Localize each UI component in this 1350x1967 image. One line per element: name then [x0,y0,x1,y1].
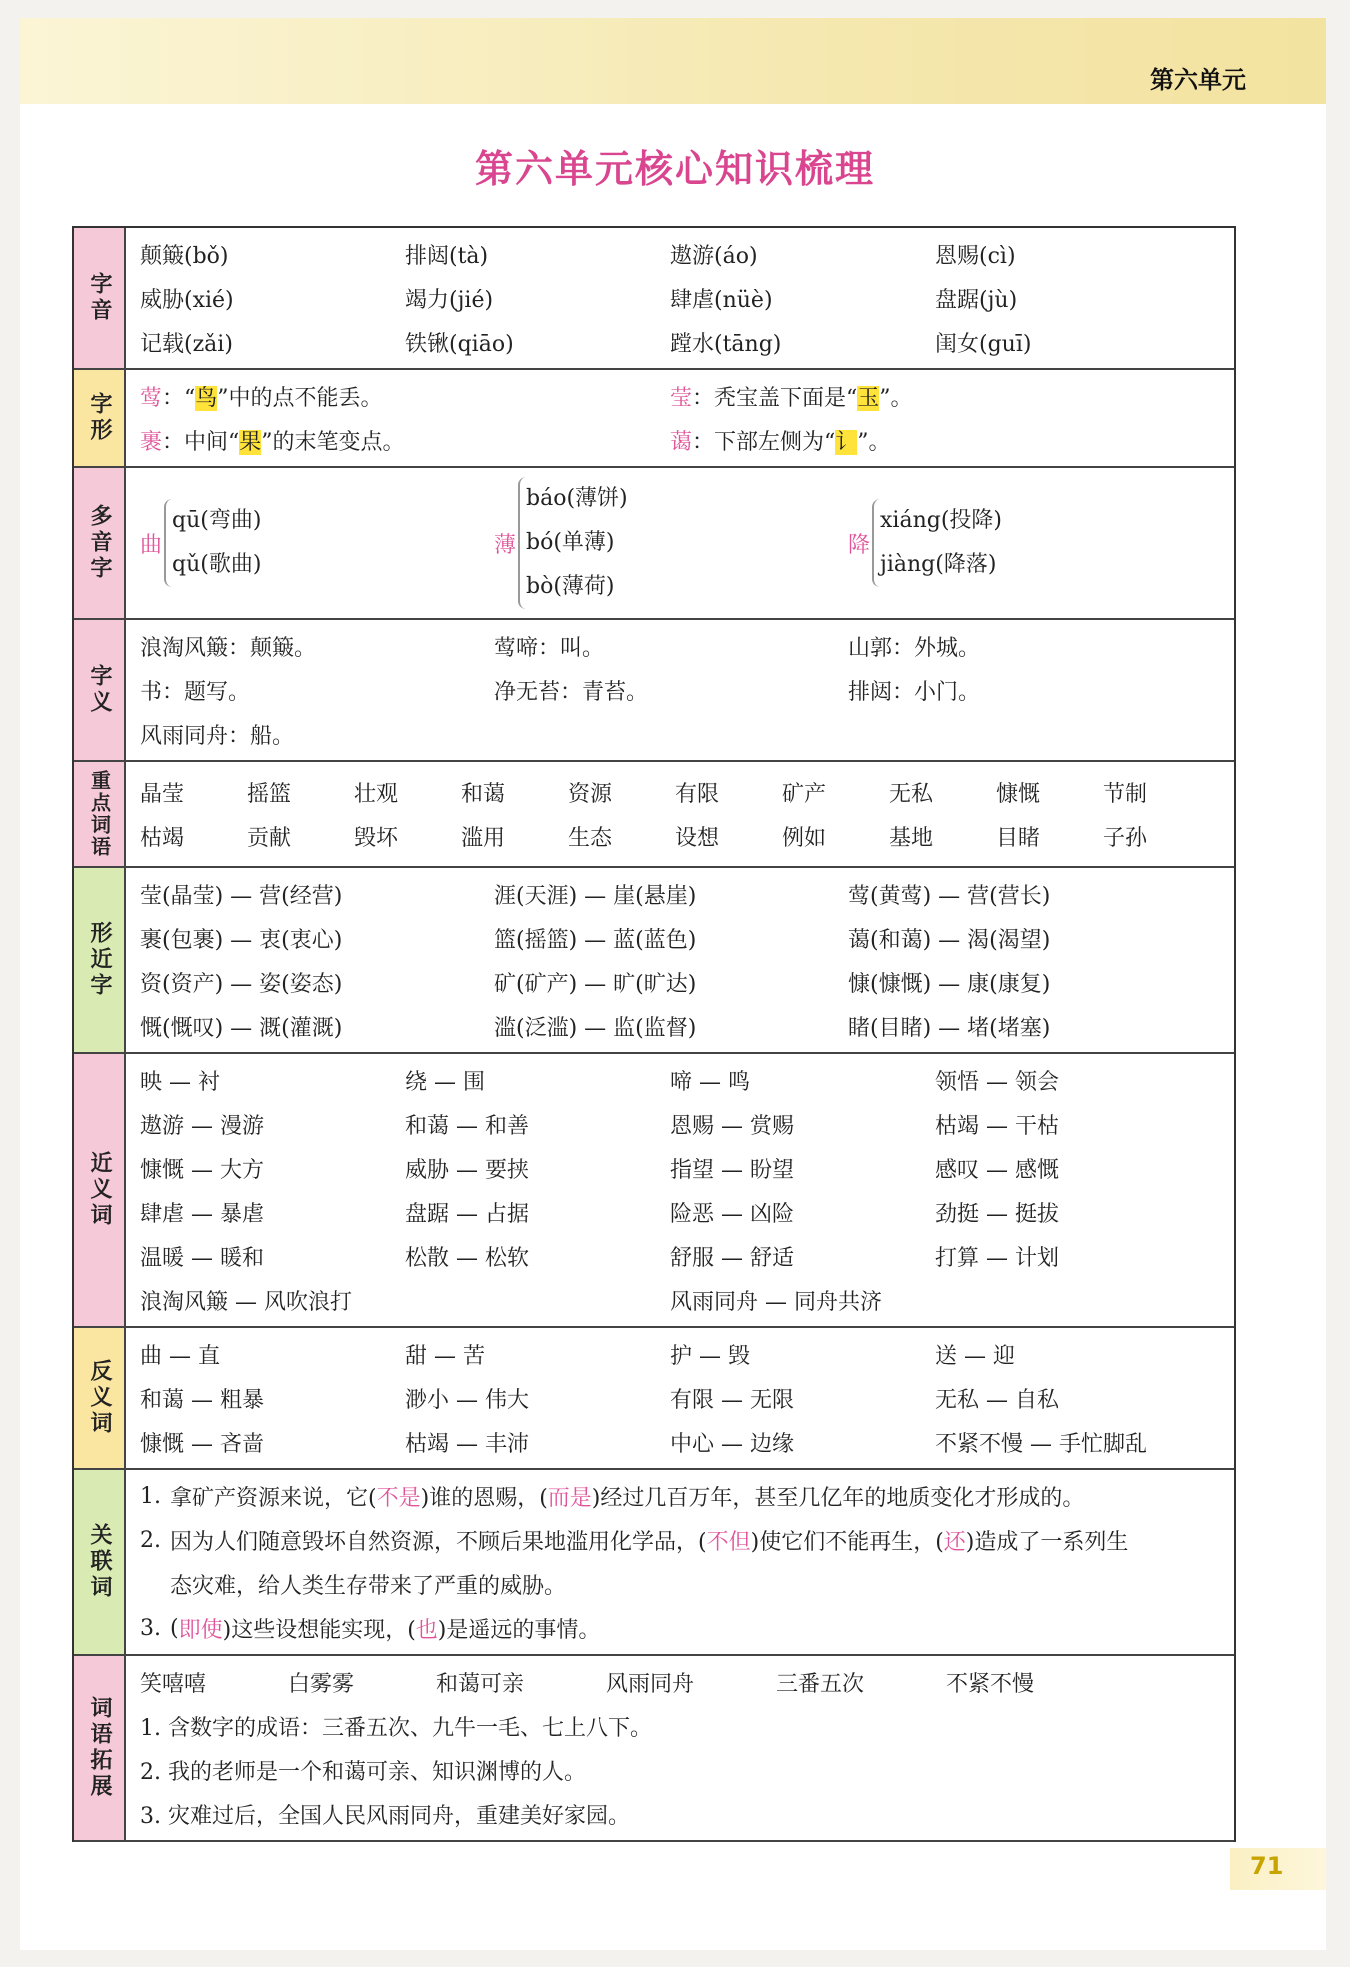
word: 例如 [782,825,827,851]
section-label: 多音字 [74,468,126,618]
section-zi-xing [74,370,1234,468]
word: 子孙 [1103,825,1148,851]
word: 节制 [1103,781,1148,807]
antonym-pair: 和蔼 — 粗暴 [140,1387,264,1413]
meaning-item: 莺啼：叫。 [494,635,605,661]
antonym-pair: 送 — 迎 [935,1343,1015,1369]
pinyin-item: 恩赐(cì) [935,243,1016,269]
section-zi-yin [74,228,1234,370]
word: 壮观 [354,781,399,807]
fan-yi-content [126,1328,1234,1468]
conjunction-sentence: 3. ( 即使 )这些设想能实现，( 也 )是遥远的事情。 [140,1615,601,1643]
expansion-line: 3. 灾难过后，全国人民风雨同舟，重建美好家园。 [140,1803,630,1829]
similar-pair: 莺(黄莺) — 营(营长) [848,883,1051,909]
pinyin-item: 蹚水(tāng) [670,331,782,357]
section-label: 关联词 [74,1470,126,1654]
conjunction-sentence: 2. 因为人们随意毁坏自然资源，不顾后果地滥用化学品，( 不但 )使它们不能再生，( 还 )造成了一系列生 [140,1527,1129,1555]
meaning-item: 书：题写。 [140,679,251,705]
synonym-pair: 映 — 衬 [140,1069,220,1095]
pinyin-item: 威胁(xié) [140,287,234,313]
ci-yu-content [126,762,1234,866]
antonym-pair: 甜 — 苦 [405,1343,485,1369]
section-label: 近义词 [74,1054,126,1326]
polyphone-group: 薄 báo(薄饼) bó(单薄) bò(薄荷) [494,468,848,618]
similar-pair: 裹(包裹) — 衷(衷心) [140,927,343,953]
word: 晶莹 [140,781,185,807]
unit-label: 第六单元 [1150,66,1246,94]
page-number: 71 [1250,1852,1284,1880]
word: 摇篮 [247,781,292,807]
synonym-pair: 肆虐 — 暴虐 [140,1201,264,1227]
word: 设想 [675,825,720,851]
glyph-note: 莺：“鸟”中的点不能丢。 [140,385,383,411]
zi-xing-row [140,374,1222,418]
antonym-pair: 中心 — 边缘 [670,1431,794,1457]
section-zi-yi [74,620,1234,762]
section-label: 形近字 [74,868,126,1052]
pinyin-item: 记载(zǎi) [140,331,233,357]
synonym-pair: 和蔼 — 和善 [405,1113,529,1139]
meaning-item: 浪淘风簸：颠簸。 [140,635,317,661]
similar-pair: 慨(慨叹) — 溉(灌溉) [140,1015,343,1041]
synonym-pair: 威胁 — 要挟 [405,1157,529,1183]
glyph-note: 莹：秃宝盖下面是“玉”。 [670,385,913,411]
antonym-pair: 慷慨 — 吝啬 [140,1431,264,1457]
word: 不紧不慢 [946,1671,1035,1697]
zi-xing-content [126,370,1234,466]
synonym-pair: 盘踞 — 占据 [405,1201,529,1227]
synonym-pair: 领悟 — 领会 [935,1069,1059,1095]
zi-yin-row [140,232,1222,276]
pinyin-item: 竭力(jié) [405,287,494,313]
zi-xing-row [140,418,1222,462]
section-duo-yin [74,468,1234,620]
antonym-pair: 不紧不慢 — 手忙脚乱 [935,1431,1147,1457]
polyphone-group: 曲 qū(弯曲) qǔ(歌曲) [140,468,494,618]
word: 目睹 [996,825,1041,851]
synonym-pair: 劲挺 — 挺拔 [935,1201,1059,1227]
conjunction-sentence: 1. 拿矿产资源来说，它( 不是 )谁的恩赐，( 而是 )经过几百万年，甚至几亿年的地质变化才形成的。 [140,1483,1085,1511]
synonym-pair: 感叹 — 感慨 [935,1157,1059,1183]
section-tuo-zhan [74,1656,1234,1842]
similar-pair: 篮(摇篮) — 蓝(蓝色) [494,927,697,953]
zi-yin-row [140,320,1222,364]
section-fan-yi [74,1328,1234,1470]
expansion-line: 1. 含数字的成语：三番五次、九牛一毛、七上八下。 [140,1715,652,1741]
synonym-pair: 打算 — 计划 [935,1245,1059,1271]
meaning-item: 风雨同舟：船。 [140,723,295,749]
word: 基地 [889,825,934,851]
synonym-pair: 舒服 — 舒适 [670,1245,794,1271]
page-title: 第六单元核心知识梳理 [474,147,875,191]
antonym-pair: 枯竭 — 丰沛 [405,1431,529,1457]
section-label: 重点词语 [74,762,126,866]
knowledge-table [72,226,1236,1842]
expansion-line: 2. 我的老师是一个和蔼可亲、知识渊博的人。 [140,1759,586,1785]
word: 慷慨 [996,781,1041,807]
section-label: 反义词 [74,1328,126,1468]
polyphone-group: 降 xiáng(投降) jiàng(降落) [848,468,1002,618]
word: 和蔼 [461,781,506,807]
similar-pair: 矿(矿产) — 旷(旷达) [494,971,697,997]
antonym-pair: 有限 — 无限 [670,1387,794,1413]
word: 笑嘻嘻 [140,1671,207,1697]
zi-yi-content [126,620,1234,760]
pinyin-item: 铁锹(qiāo) [405,331,514,357]
antonym-pair: 无私 — 自私 [935,1387,1059,1413]
section-guan-lian [74,1470,1234,1656]
synonym-pair: 遨游 — 漫游 [140,1113,264,1139]
pinyin-item: 颠簸(bǒ) [140,243,229,269]
xing-jin-content [126,868,1234,1052]
word: 和蔼可亲 [436,1671,525,1697]
synonym-pair: 啼 — 鸣 [670,1069,750,1095]
word: 毁坏 [354,825,399,851]
glyph-note: 蔼：下部左侧为“讠”。 [670,429,891,455]
similar-pair: 涯(天涯) — 崖(悬崖) [494,883,697,909]
meaning-item: 净无苔：青苔。 [494,679,649,705]
pinyin-item: 遨游(áo) [670,243,758,269]
word: 三番五次 [776,1671,865,1697]
synonym-pair: 恩赐 — 赏赐 [670,1113,794,1139]
antonym-pair: 护 — 毁 [670,1343,750,1369]
section-label: 字音 [74,228,126,368]
jin-yi-content [126,1054,1234,1326]
section-label: 字义 [74,620,126,760]
section-xing-jin [74,868,1234,1054]
tuo-zhan-content [126,1656,1234,1840]
antonym-pair: 渺小 — 伟大 [405,1387,529,1413]
word: 滥用 [461,825,506,851]
synonym-pair: 温暖 — 暖和 [140,1245,264,1271]
pinyin-item: 盘踞(jù) [935,287,1018,313]
word: 风雨同舟 [606,1671,695,1697]
synonym-pair: 松散 — 松软 [405,1245,529,1271]
synonym-pair: 绕 — 围 [405,1069,485,1095]
word: 白雾雾 [288,1671,355,1697]
similar-pair: 资(资产) — 姿(姿态) [140,971,343,997]
word: 生态 [568,825,613,851]
antonym-pair: 曲 — 直 [140,1343,220,1369]
word: 枯竭 [140,825,185,851]
meaning-item: 山郭：外城。 [848,635,981,661]
pinyin-item: 排闼(tà) [405,243,489,269]
word: 矿产 [782,781,827,807]
glyph-note: 裹：中间“果”的末笔变点。 [140,429,405,455]
section-jin-yi [74,1054,1234,1328]
section-ci-yu [74,762,1234,868]
duo-yin-content [126,468,1234,618]
pinyin-item: 闺女(guī) [935,331,1032,357]
section-label: 字形 [74,370,126,466]
word: 贡献 [247,825,292,851]
similar-pair: 慷(慷慨) — 康(康复) [848,971,1051,997]
similar-pair: 蔼(和蔼) — 渴(渴望) [848,927,1051,953]
synonym-pair: 浪淘风簸 — 风吹浪打 [140,1289,352,1315]
conjunction-sentence-cont: 态灾难，给人类生存带来了严重的威胁。 [170,1573,567,1599]
synonym-pair: 风雨同舟 — 同舟共济 [670,1289,882,1315]
word: 有限 [675,781,720,807]
meaning-item: 排闼：小门。 [848,679,981,705]
header-band [20,18,1326,104]
similar-pair: 莹(晶莹) — 营(经营) [140,883,343,909]
guan-lian-content [126,1470,1234,1654]
word: 资源 [568,781,613,807]
synonym-pair: 慷慨 — 大方 [140,1157,264,1183]
word: 无私 [889,781,934,807]
synonym-pair: 险恶 — 凶险 [670,1201,794,1227]
zi-yin-content [126,228,1234,368]
zi-yin-row [140,276,1222,320]
synonym-pair: 指望 — 盼望 [670,1157,794,1183]
similar-pair: 睹(目睹) — 堵(堵塞) [848,1015,1051,1041]
pinyin-item: 肆虐(nüè) [670,287,773,313]
similar-pair: 滥(泛滥) — 监(监督) [494,1015,697,1041]
synonym-pair: 枯竭 — 干枯 [935,1113,1059,1139]
section-label: 词语拓展 [74,1656,126,1840]
